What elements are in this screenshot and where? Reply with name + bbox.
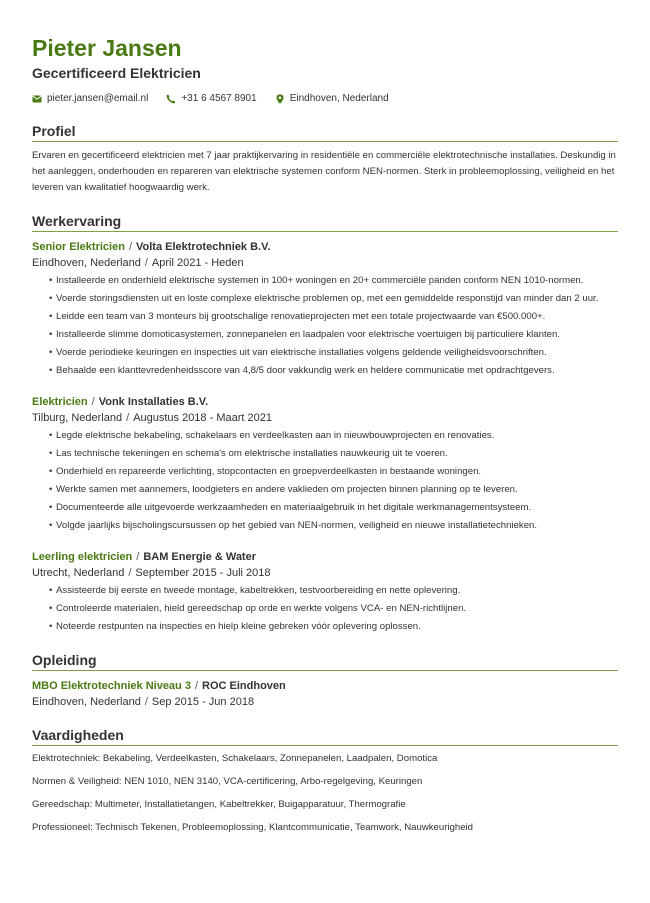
phone-text: +31 6 4567 8901 — [181, 93, 257, 104]
job-separator: / — [128, 241, 132, 253]
job-meta — [32, 410, 618, 426]
education-degree: MBO Elektrotechniek Niveau 3 — [32, 680, 191, 692]
skills-section — [32, 726, 618, 835]
job-location: Tilburg, Nederland — [32, 412, 123, 424]
skill-line: Gereedschap: Multimeter, Installatietangen, Kabeltrekker, Buigapparatuur, Thermografie — [32, 799, 406, 810]
location-pin-icon — [275, 94, 285, 104]
profile-summary: Ervaren en gecertificeerd elektricien met 7 jaar praktijkervaring in residentiële en commerciële elektrotechnische installaties. Deskundig in het aanleggen, onderhouden en repareren van elektrische systemen conform NEN-normen. Sterk in probleemoplossing, veiligheid en het leveren van kwalitatief hoogwaardig werk. — [32, 150, 616, 193]
job-separator: / — [91, 396, 95, 408]
list-item: • Voerde periodieke keuringen en inspecties uit van elektrische installaties volgens geldende veiligheidsvoorschriften. — [49, 345, 618, 361]
candidate-name: Pieter Jansen — [32, 35, 182, 61]
job-location: Utrecht, Nederland — [32, 567, 125, 579]
location-text: Eindhoven, Nederland — [289, 93, 389, 104]
contact-phone[interactable] — [166, 92, 256, 106]
job-company: Vonk Installaties B.V. — [98, 396, 209, 408]
list-item: • Werkte samen met aannemers, loodgieters en andere vaklieden om projecten binnen planning op te leveren. — [49, 482, 618, 498]
list-item: • Installeerde slimme domoticasystemen, zonnepanelen en laadpalen voor elektrische voertuigen bij particuliere klanten. — [49, 327, 618, 343]
job-role: Elektricien — [32, 396, 88, 408]
job-entry — [32, 550, 618, 635]
section-title: Profiel — [32, 122, 618, 142]
job-bullets — [32, 428, 618, 534]
education-school: ROC Eindhoven — [202, 680, 286, 692]
job-meta — [32, 565, 618, 581]
job-heading — [32, 240, 618, 255]
list-item: • Onderhield en repareerde verlichting, stopcontacten en groepverdeelkasten in bestaande woningen. — [49, 464, 618, 480]
profile-section — [32, 122, 618, 196]
job-separator: / — [128, 567, 132, 579]
job-bullets — [32, 273, 618, 379]
skill-line: Normen & Veiligheid: NEN 1010, NEN 3140, VCA-certificering, Arbo-regelgeving, Keuringen — [32, 776, 423, 787]
education-heading — [32, 679, 618, 694]
job-company: Volta Elektrotechniek B.V. — [136, 241, 271, 253]
list-item: • Voerde storingsdiensten uit en loste complexe elektrische problemen op, met een gemiddelde responstijd van minder dan 2 uur. — [49, 291, 618, 307]
education-period: Sep 2015 - Jun 2018 — [151, 696, 255, 708]
resume-header — [32, 34, 618, 106]
section-title: Opleiding — [32, 651, 618, 671]
email-text: pieter.jansen@email.nl — [47, 93, 149, 104]
contact-email[interactable] — [32, 92, 148, 106]
job-heading — [32, 550, 618, 565]
list-item: • Las technische tekeningen en schema's om elektrische installaties nauwkeurig uit te voeren. — [49, 446, 618, 462]
list-item: • Noteerde restpunten na inspecties en hielp kleine gebreken vóór oplevering oplossen. — [49, 619, 618, 635]
education-separator: / — [144, 696, 148, 708]
section-title: Werkervaring — [32, 212, 618, 232]
list-item: • Leidde een team van 3 monteurs bij grootschalige renovatieprojecten met een totale projectwaarde van €500.000+. — [49, 309, 618, 325]
job-period: September 2015 - Juli 2018 — [135, 567, 271, 579]
skill-line: Professioneel: Technisch Tekenen, Probleemoplossing, Klantcommunicatie, Teamwork, Nauwkeurigheid — [32, 822, 474, 833]
job-period: Augustus 2018 - Maart 2021 — [133, 412, 272, 424]
job-heading — [32, 395, 618, 410]
education-location: Eindhoven, Nederland — [32, 696, 141, 708]
section-title: Vaardigheden — [32, 726, 618, 746]
contact-bar — [32, 92, 618, 106]
experience-section — [32, 212, 618, 635]
phone-icon — [166, 94, 176, 104]
list-item: • Controleerde materialen, hield gereedschap op orde en werkte volgens VCA- en NEN-richtlijnen. — [49, 601, 618, 617]
job-location: Eindhoven, Nederland — [32, 257, 141, 269]
education-entry — [32, 679, 618, 710]
skill-line: Elektrotechniek: Bekabeling, Verdeelkasten, Schakelaars, Zonnepanelen, Laadpalen, Domotica — [32, 753, 438, 764]
candidate-title: Gecertificeerd Elektricien — [32, 65, 201, 81]
job-bullets — [32, 583, 618, 635]
job-separator: / — [144, 257, 148, 269]
education-section — [32, 651, 618, 710]
job-meta — [32, 255, 618, 271]
contact-location — [275, 92, 389, 106]
job-separator: / — [136, 551, 140, 563]
education-meta — [32, 694, 618, 710]
job-role: Leerling elektricien — [32, 551, 133, 563]
skills-list — [32, 752, 618, 835]
list-item: • Legde elektrische bekabeling, schakelaars en verdeelkasten aan in nieuwbouwprojecten en renovaties. — [49, 428, 618, 444]
mail-icon — [32, 94, 42, 104]
list-item: • Documenteerde alle uitgevoerde werkzaamheden en materiaalgebruik in het digitale werkmanagementsysteem. — [49, 500, 618, 516]
job-entry — [32, 395, 618, 534]
list-item: • Installeerde en onderhield elektrische systemen in 100+ woningen en 20+ commerciële panden conform NEN 1010-normen. — [49, 273, 618, 289]
list-item: • Behaalde een klanttevredenheidsscore van 4,8/5 door vakkundig werk en heldere communicatie met opdrachtgevers. — [49, 363, 618, 379]
job-separator: / — [126, 412, 130, 424]
job-entry — [32, 240, 618, 379]
list-item: • Volgde jaarlijks bijscholingscursussen op het gebied van NEN-normen, veiligheid en nieuwe installatietechnieken. — [49, 518, 618, 534]
job-company: BAM Energie & Water — [143, 551, 256, 563]
education-separator: / — [194, 680, 199, 692]
job-role: Senior Elektricien — [32, 241, 125, 253]
list-item: • Assisteerde bij eerste en tweede montage, kabeltrekken, testvoorbereiding en nette oplevering. — [49, 583, 618, 599]
job-period: April 2021 - Heden — [151, 257, 244, 269]
